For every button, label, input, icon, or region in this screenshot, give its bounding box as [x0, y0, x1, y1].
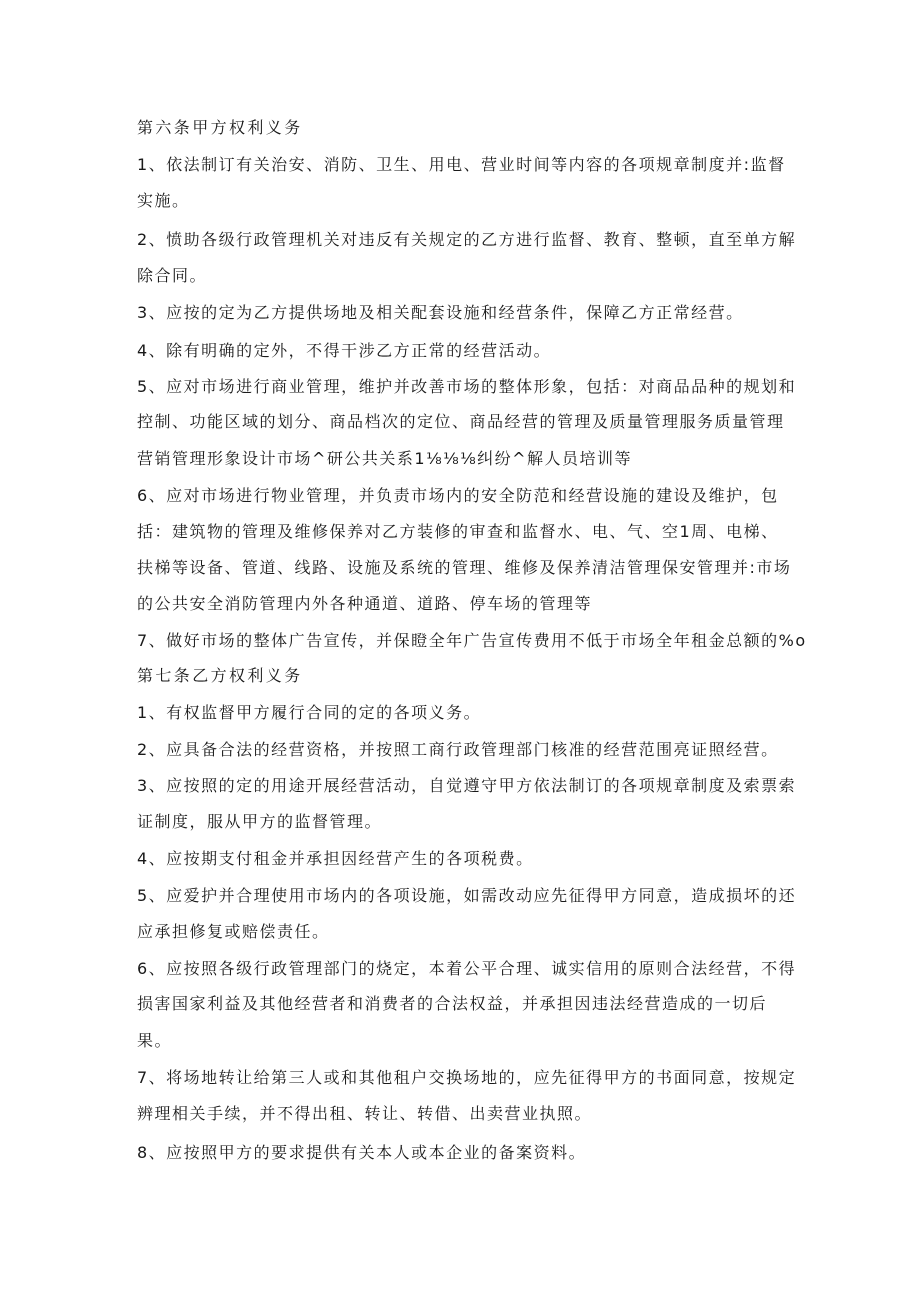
section-6-line-1: 1、依法制订有关治安、消防、卫生、用电、营业时间等内容的各项规章制度并:监督	[137, 155, 786, 174]
section-6-line-11: 括：建筑物的管理及维修保养对乙方装修的审查和监督水、电、气、空1周、电梯、	[137, 522, 779, 541]
section-6-line-7: 5、应对市场进行商业管理，维护并改善市场的整体形象，包括：对商品品种的规划和	[137, 377, 797, 396]
section-7-line-7: 应承担修复或赔偿责任。	[137, 922, 330, 941]
section-6-line-5: 3、应按的定为乙方提供场地及相关配套设施和经营条件，保障乙方正常经营。	[137, 303, 744, 322]
section-6-line-6: 4、除有明确的定外，不得干涉乙方正常的经营活动。	[137, 341, 552, 360]
section-6-line-14: 7、做好市场的整体广告宣传，并保瞪全年广告宣传费用不低于市场全年租金总额的%o	[137, 631, 807, 650]
section-6-line-2: 实施。	[137, 191, 190, 210]
section-7-line-2: 2、应具备合法的经营资格，并按照工商行政管理部门核准的经营范围亮证照经营。	[137, 740, 779, 759]
section-6-line-10: 6、应对市场进行物业管理，并负责市场内的安全防范和经营设施的建设及维护，包	[137, 486, 779, 505]
section-7-title: 第七条乙方权利义务	[137, 666, 303, 685]
section-7-line-12: 辨理相关手续，并不得出租、转让、转借、出卖营业执照。	[137, 1104, 593, 1123]
section-7-line-13: 8、应按照甲方的要求提供有关本人或本企业的备案资料。	[137, 1143, 587, 1162]
section-6-line-3: 2、愤助各级行政管理机关对违反有关规定的乙方进行监督、教育、整顿，直至单方解	[137, 230, 797, 249]
section-6-line-4: 除合同。	[137, 266, 208, 285]
section-6-line-9: 营销管理形象设计市场^研公共关系1⅛⅛⅛纠纷^解人员培训等	[137, 449, 633, 468]
section-7-line-9: 损害国家利益及其他经营者和消费者的合法权益，并承担因违法经营造成的一切后	[137, 994, 768, 1013]
section-6-title: 第六条甲方权利义务	[137, 118, 303, 137]
section-6-line-13: 的公共安全消防管理内外各种通道、道路、停车场的管理等	[137, 594, 593, 613]
section-6-line-8: 控制、功能区域的划分、商品档次的定位、商品经营的管理及质量管理服务质量管理	[137, 412, 785, 431]
section-7-line-6: 5、应爱护并合理使用市场内的各项设施，如需改动应先征得甲方同意，造成损坏的还	[137, 886, 797, 905]
section-6-line-12: 扶梯等设备、管道、线路、设施及系统的管理、维修及保养清洁管理保安管理并:市场	[137, 558, 792, 577]
section-7-line-10: 果。	[137, 1031, 173, 1050]
section-7-line-5: 4、应按期支付租金并承担因经营产生的各项税费。	[137, 849, 534, 868]
section-7-line-3: 3、应按照的定的用途开展经营活动，自觉遵守甲方依法制订的各项规章制度及索票索	[137, 776, 797, 795]
section-7-line-8: 6、应按照各级行政管理部门的烧定，本着公平合理、诚实信用的原则合法经营，不得	[137, 959, 797, 978]
section-7-line-1: 1、有权监督甲方履行合同的定的各项义务。	[137, 703, 482, 722]
section-7-line-11: 7、将场地转让给第三人或和其他租户交换场地的，应先征得甲方的书面同意，按规定	[137, 1068, 797, 1087]
section-7-line-4: 证制度，服从甲方的监督管理。	[137, 812, 383, 831]
